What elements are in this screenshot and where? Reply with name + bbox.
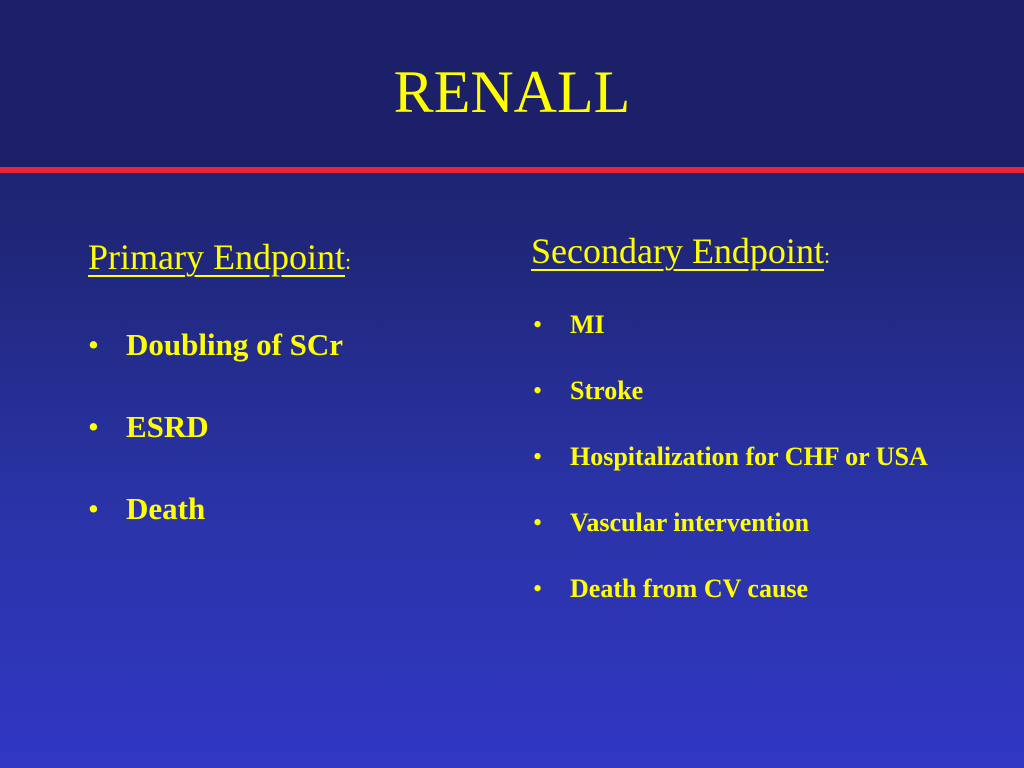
list-item-label: Death from CV cause [570,574,809,603]
primary-endpoint-heading [88,232,508,287]
list-item [531,439,930,475]
bullet-icon: • [88,491,99,526]
list-item-label: Vascular intervention [570,508,810,537]
bullet-icon: • [533,574,543,603]
header-divider [0,167,1024,173]
bullet-icon: • [533,508,543,537]
list-item [531,373,1001,409]
secondary-endpoint-column [531,226,1001,637]
list-item-label: Death [126,491,206,526]
list-item [88,407,508,447]
primary-endpoint-heading-colon: : [344,249,352,274]
slide-title: RENALL [393,59,631,125]
list-item [88,325,508,365]
primary-endpoint-heading-text: Primary Endpoint [88,237,345,277]
list-item [531,505,1001,541]
bullet-icon: • [533,310,543,339]
list-item-label: Doubling of SCr [126,327,344,362]
list-item-label: MI [570,310,605,339]
list-item-label: ESRD [126,409,209,444]
slide-header [0,0,1024,168]
list-item [531,307,1001,343]
secondary-endpoint-heading [531,226,1001,281]
list-item [88,489,508,529]
secondary-endpoint-list [531,307,1001,607]
bullet-icon: • [88,327,99,362]
list-item-label: Hospitalization for CHF or USA [570,442,928,471]
bullet-icon: • [88,409,99,444]
primary-endpoint-list [88,325,508,529]
list-item [531,571,1001,607]
primary-endpoint-column [88,232,508,571]
secondary-endpoint-heading-colon: : [823,243,831,268]
bullet-icon: • [533,376,543,405]
list-item-label: Stroke [570,376,644,405]
bullet-icon: • [533,442,543,471]
secondary-endpoint-heading-text: Secondary Endpoint [531,231,824,271]
